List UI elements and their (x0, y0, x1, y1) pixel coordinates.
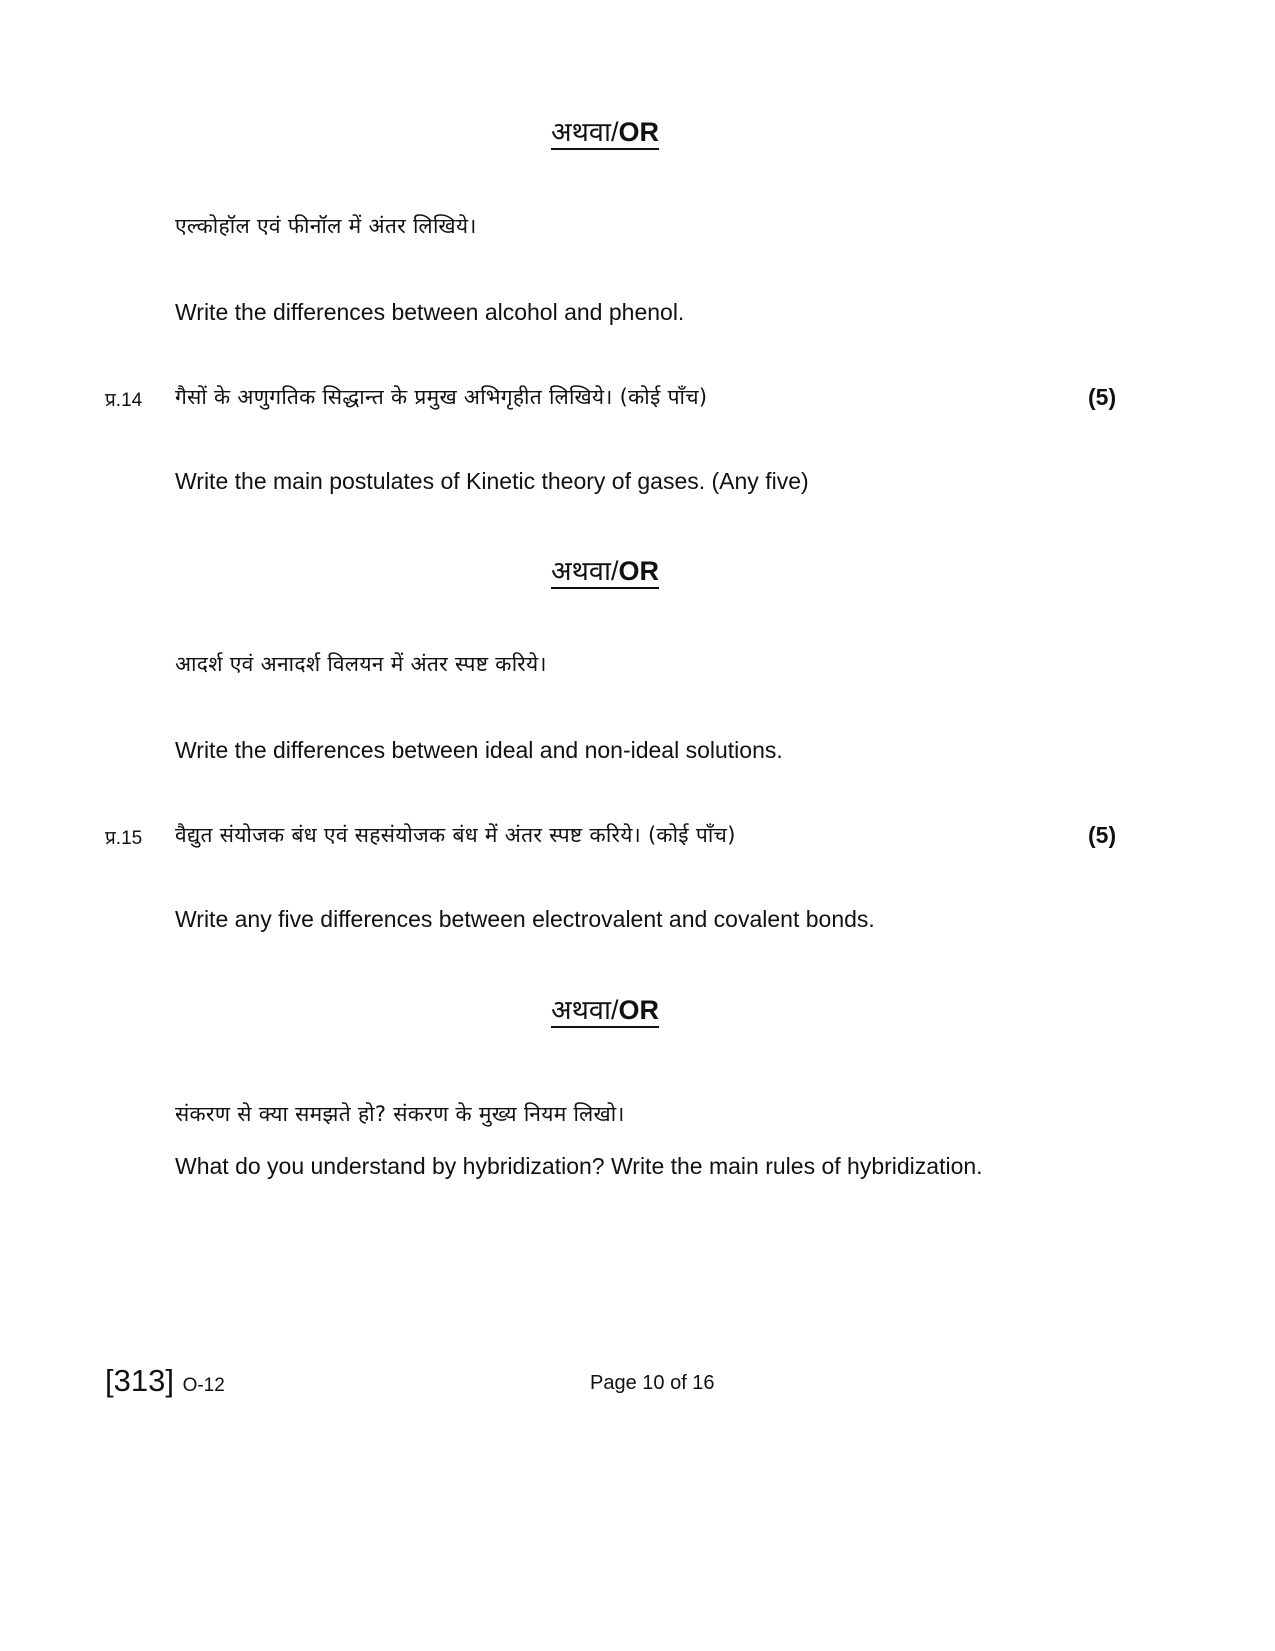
or-heading (0, 551, 1210, 588)
or-separator: / (611, 995, 619, 1028)
question-number: प्र.15 (105, 828, 143, 849)
question-number: प्र.14 (105, 390, 143, 411)
paper-code (105, 1363, 225, 1399)
paper-code-number: [313] (105, 1363, 174, 1398)
or-hindi: अथवा (551, 995, 611, 1028)
or-english: OR (618, 117, 659, 150)
or-english: OR (618, 995, 659, 1028)
q13-or-hindi: एल्कोहॉल एवं फीनॉल में अंतर लिखिये। (175, 214, 477, 238)
q14-hindi: गैसों के अणुगतिक सिद्धान्त के प्रमुख अभिगृहीत लिखिये। (कोई पाँच) (175, 385, 708, 409)
q15-or-english: What do you understand by hybridization? Write the main rules of hybridization. (175, 1153, 983, 1179)
q14-or-english: Write the differences between ideal and non-ideal solutions. (175, 737, 783, 763)
q14-english: Write the main postulates of Kinetic theory of gases. (Any five) (175, 468, 809, 494)
page-number: Page 10 of 16 (590, 1372, 715, 1394)
q15-hindi: वैद्युत संयोजक बंध एवं सहसंयोजक बंध में अंतर स्पष्ट करिये। (कोई पाँच) (175, 823, 736, 847)
or-heading (0, 990, 1210, 1027)
or-separator: / (611, 117, 619, 150)
or-hindi: अथवा (551, 556, 611, 589)
q15-or-hindi: संकरण से क्या समझते हो? संकरण के मुख्य नियम लिखो। (175, 1102, 625, 1126)
or-hindi: अथवा (551, 117, 611, 150)
q14-marks: (5) (1088, 384, 1117, 410)
or-separator: / (611, 556, 619, 589)
or-english: OR (618, 556, 659, 589)
q14-or-hindi: आदर्श एवं अनादर्श विलयन में अंतर स्पष्ट करिये। (175, 652, 547, 676)
or-heading (0, 112, 1210, 149)
q15-english: Write any five differences between electrovalent and covalent bonds. (175, 906, 875, 932)
q13-or-english: Write the differences between alcohol and phenol. (175, 299, 685, 325)
paper-subcode: O-12 (182, 1375, 225, 1396)
q15-marks: (5) (1088, 822, 1117, 848)
